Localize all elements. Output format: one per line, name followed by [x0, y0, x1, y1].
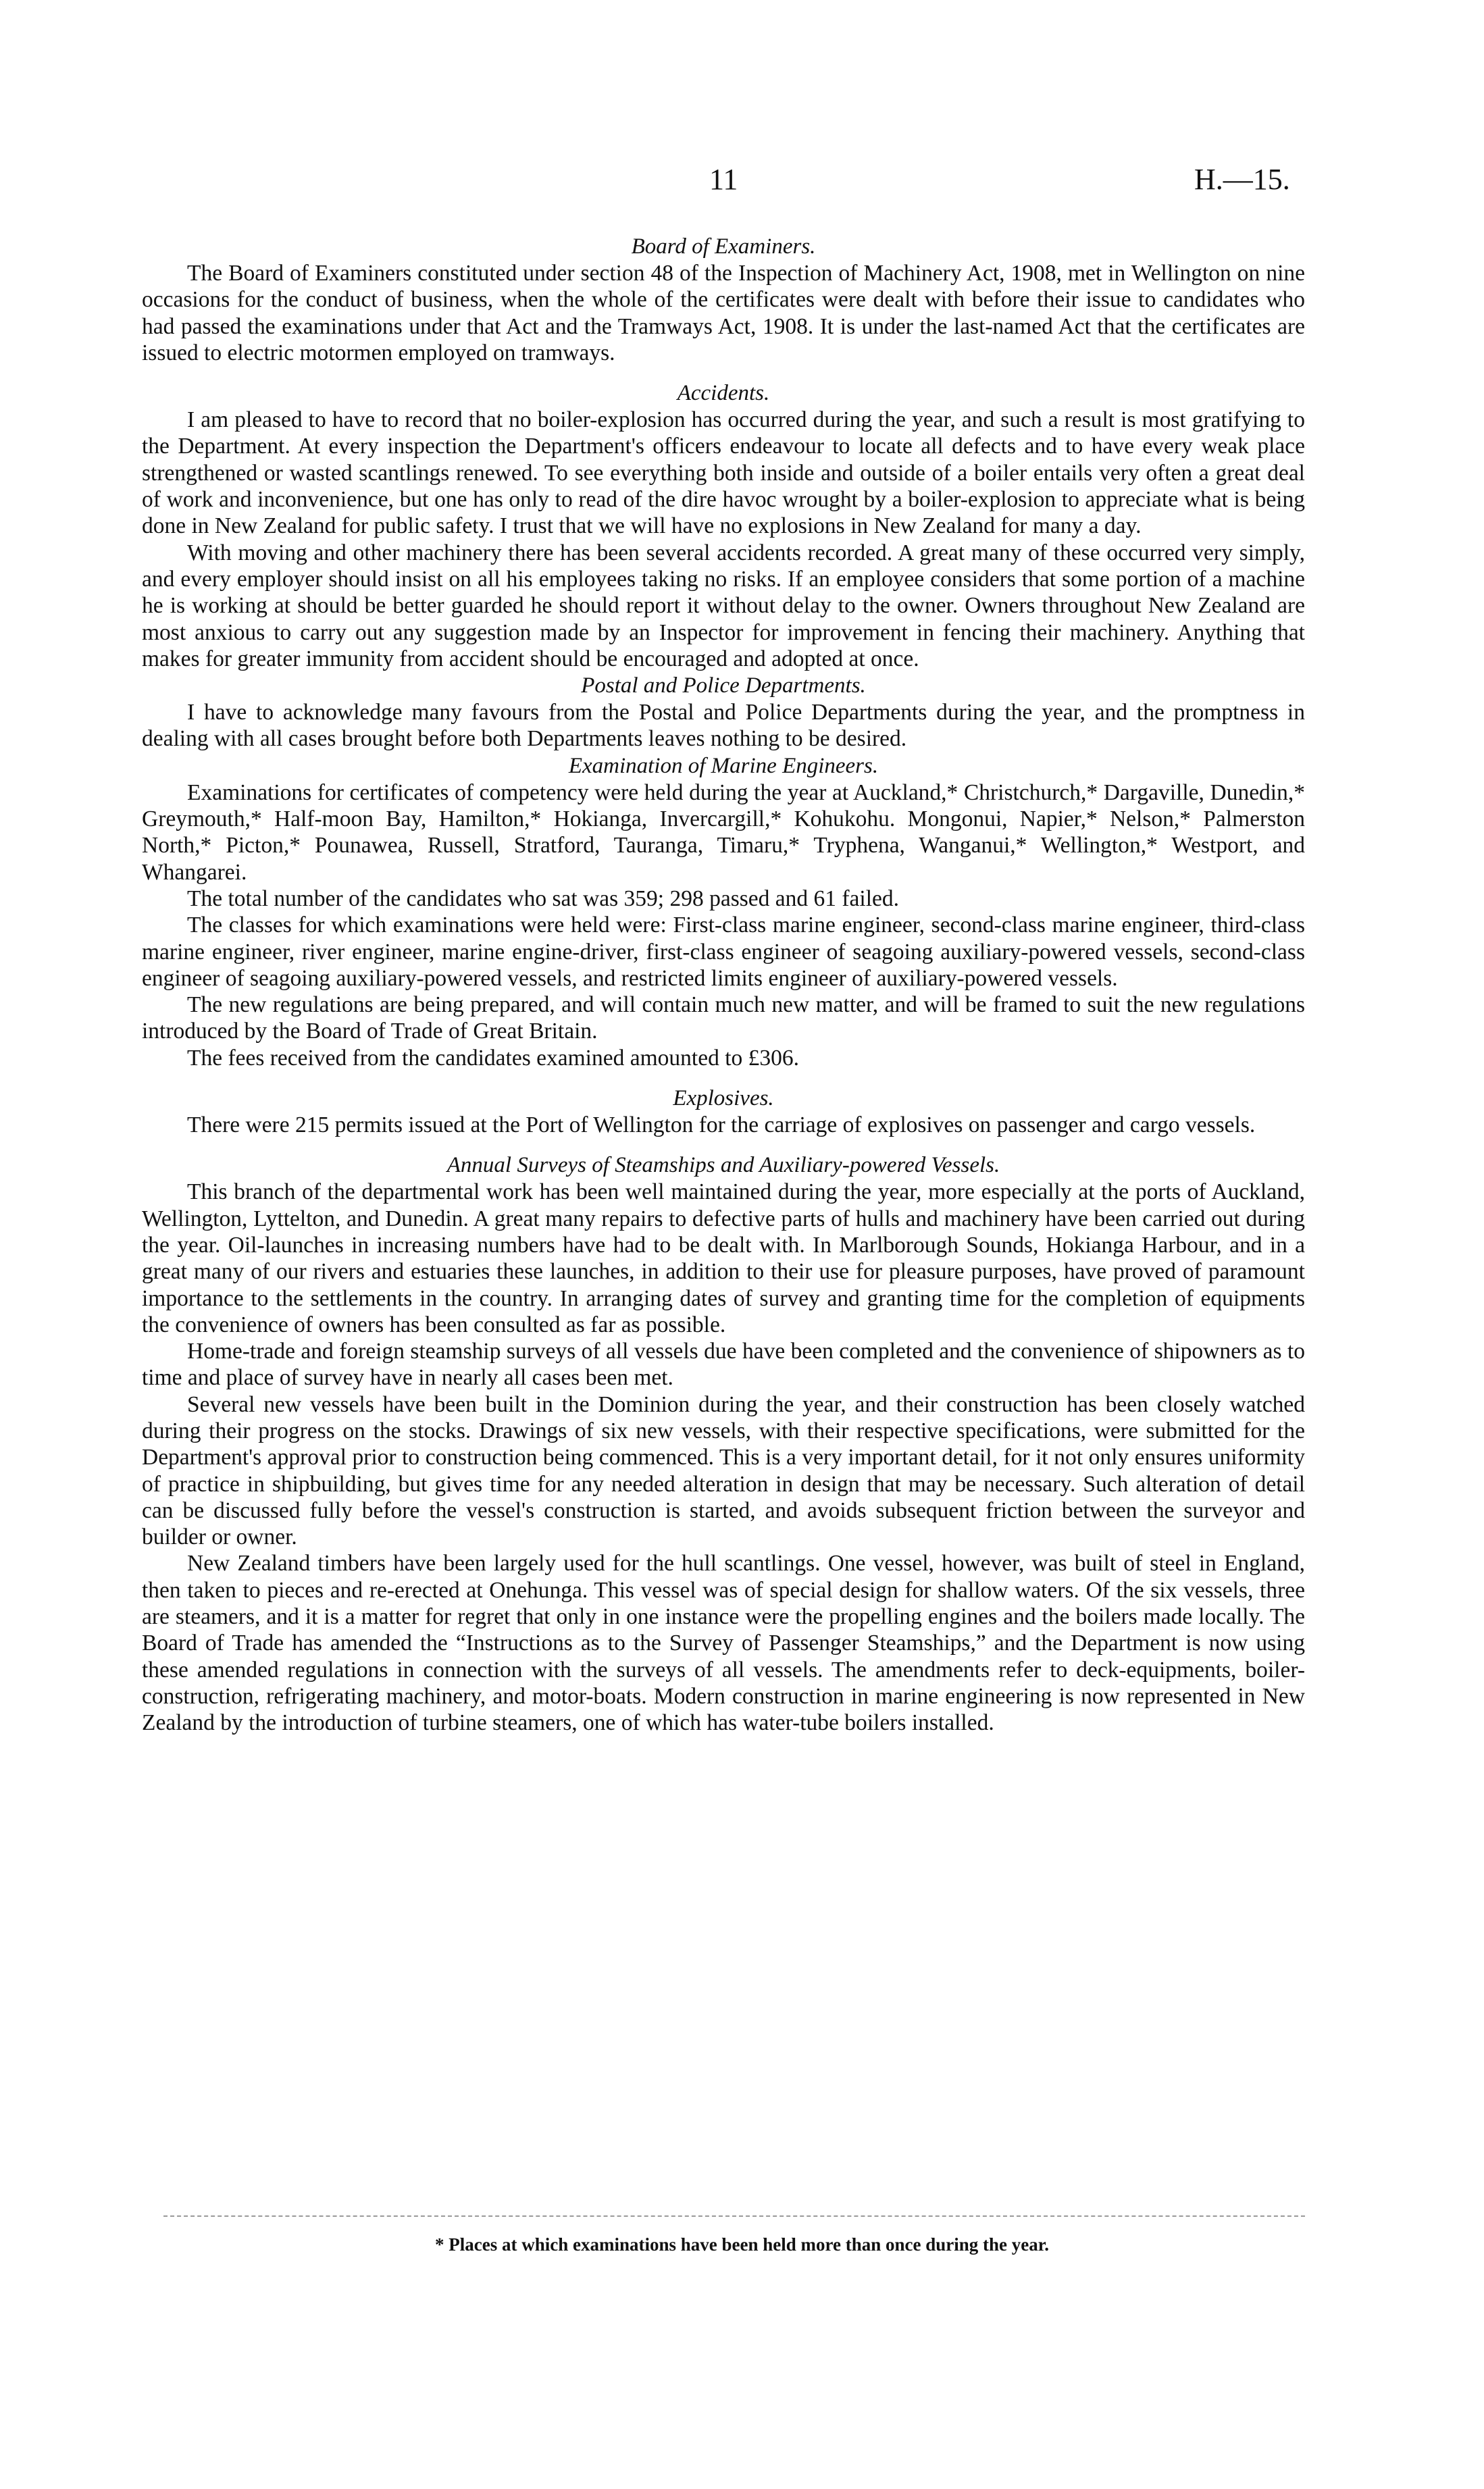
- heading-postal-police: Postal and Police Departments.: [581, 673, 866, 698]
- paragraph: With moving and other machinery there has been several accidents recorded. A great many of these occurred very simply, and every employer should insist on all his employees taking no risks. If an employee considers that some portion of a machine he is working at should be better guarded he should report it without delay to the owner. Owners throughout New Zealand are most anxious to carry out any suggestion made by an Inspector for improvement in fencing their machinery. Anything that makes for greater immunity from accident should be encouraged and adopted at once.: [142, 540, 1305, 671]
- page-number: 11: [709, 163, 738, 196]
- heading-board-of-examiners: Board of Examiners.: [631, 234, 816, 259]
- heading-annual-surveys: Annual Surveys of Steamships and Auxiliary-powered Vessels.: [446, 1153, 1000, 1178]
- paragraph: Home-trade and foreign steamship surveys of all vessels due have been completed and the convenience of shipowners as to time and place of survey have in nearly all cases been met.: [142, 1339, 1305, 1391]
- paragraph: There were 215 permits issued at the Port of Wellington for the carriage of explosives on passenger and cargo vessels.: [187, 1112, 1256, 1138]
- paragraph: The total number of the candidates who sat was 359; 298 passed and 61 failed.: [187, 886, 900, 911]
- paragraph: I have to acknowledge many favours from the Postal and Police Departments during the year, and the promptness in dealing with all cases brought before both Departments leaves nothing to be desired.: [142, 700, 1305, 752]
- paragraph: The classes for which examinations were held were: First-class marine engineer, second-class marine engineer, third-class marine engineer, river engineer, marine engine-driver, first-class engineer of seagoing auxiliary-powered vessels, second-class engineer of seagoing auxiliary-powered vessels, and restricted limits engineer of auxiliary-powered vessels.: [142, 913, 1305, 991]
- paragraph: This branch of the departmental work has been well maintained during the year, more especially at the ports of Auckland, Wellington, Lyttelton, and Dunedin. A great many repairs to defective parts of hulls and machinery have been carried out during the year. Oil-launches in increasing numbers have had to be dealt with. In Marlborough Sounds, Hokianga Harbour, and in a great many of our rivers and estuaries these launches, in addition to their use for pleasure purposes, have proved of paramount importance to the settlements in the country. In arranging dates of survey and granting time for the completion of equipments the convenience of owners has been consulted as far as possible.: [142, 1179, 1305, 1337]
- paragraph: New Zealand timbers have been largely used for the hull scantlings. One vessel, however, was built of steel in England, then taken to pieces and re-erected at Onehunga. This vessel was of special design for shallow waters. Of the six vessels, three are steamers, and it is a matter for regret that only in one instance were the propelling engines and the boilers made locally. The Board of Trade has amended the “Instructions as to the Survey of Passenger Steamships,” and the Department is now using these amended regulations in connection with the surveys of all vessels. The amendments refer to deck-equipments, boiler-construction, refrigerating machinery, and motor-boats. Modern construction in marine engineering is now represented in New Zealand by the introduction of turbine steamers, one of which has water-tube boilers installed.: [142, 1551, 1305, 1736]
- paragraph: The fees received from the candidates examined amounted to £306.: [187, 1045, 800, 1071]
- paragraph: I am pleased to have to record that no boiler-explosion has occurred during the year, and such a result is most gratifying to the Department. At every inspection the Department's officers endeavour to locate all defects and to have every weak place strengthened or wasted scantlings renewed. To see everything both inside and outside of a boiler entails very often a great deal of work and inconvenience, but one has only to read of the dire havoc wrought by a boiler-explosion to appreciate what is being done in New Zealand for public safety. I trust that we will have no explosions in New Zealand for many a day.: [142, 407, 1305, 539]
- heading-accidents: Accidents.: [677, 381, 770, 406]
- body-text: [142, 233, 1305, 1737]
- heading-marine-engineers: Examination of Marine Engineers.: [568, 753, 879, 778]
- page-header: [0, 162, 1484, 203]
- paragraph: The Board of Examiners constituted under section 48 of the Inspection of Machinery Act, 1908, met in Wellington on nine occasions for the conduct of business, when the whole of the certificates were dealt with before their issue to candidates who had passed the examinations under that Act and the Tramways Act, 1908. It is under the last-named Act that the certificates are issued to electric motormen employed on tramways.: [142, 261, 1305, 365]
- footnote: * Places at which examinations have been held more than once during the year.: [435, 2234, 1049, 2255]
- heading-explosives: Explosives.: [673, 1086, 774, 1111]
- paragraph: Examinations for certificates of competency were held during the year at Auckland,* Christchurch,* Dargaville, Dunedin,* Greymouth,* Half-moon Bay, Hamilton,* Hokianga, Invercargill,* Kohukohu. Mongonui, Napier,* Nelson,* Palmerston North,* Picton,* Pounawea, Russell, Stratford, Tauranga, Timaru,* Tryphena, Wanganui,* Wellington,* Westport, and Whangarei.: [142, 779, 1305, 885]
- paragraph: Several new vessels have been built in the Dominion during the year, and their construction has been closely watched during their progress on the stocks. Drawings of six new vessels, with their respective specifications, were submitted for the Department's approval prior to construction being commenced. This is a very important detail, for it not only ensures uniformity of practice in shipbuilding, but gives time for any needed alteration in design that may be necessary. Such alteration of detail can be discussed fully before the vessel's construction is started, and avoids subsequent friction between the surveyor and builder or owner.: [142, 1391, 1305, 1550]
- footnote-divider: [163, 2215, 1305, 2217]
- paper-reference: H.—15.: [1194, 163, 1290, 196]
- paragraph: The new regulations are being prepared, and will contain much new matter, and will be framed to suit the new regulations introduced by the Board of Trade of Great Britain.: [142, 992, 1305, 1044]
